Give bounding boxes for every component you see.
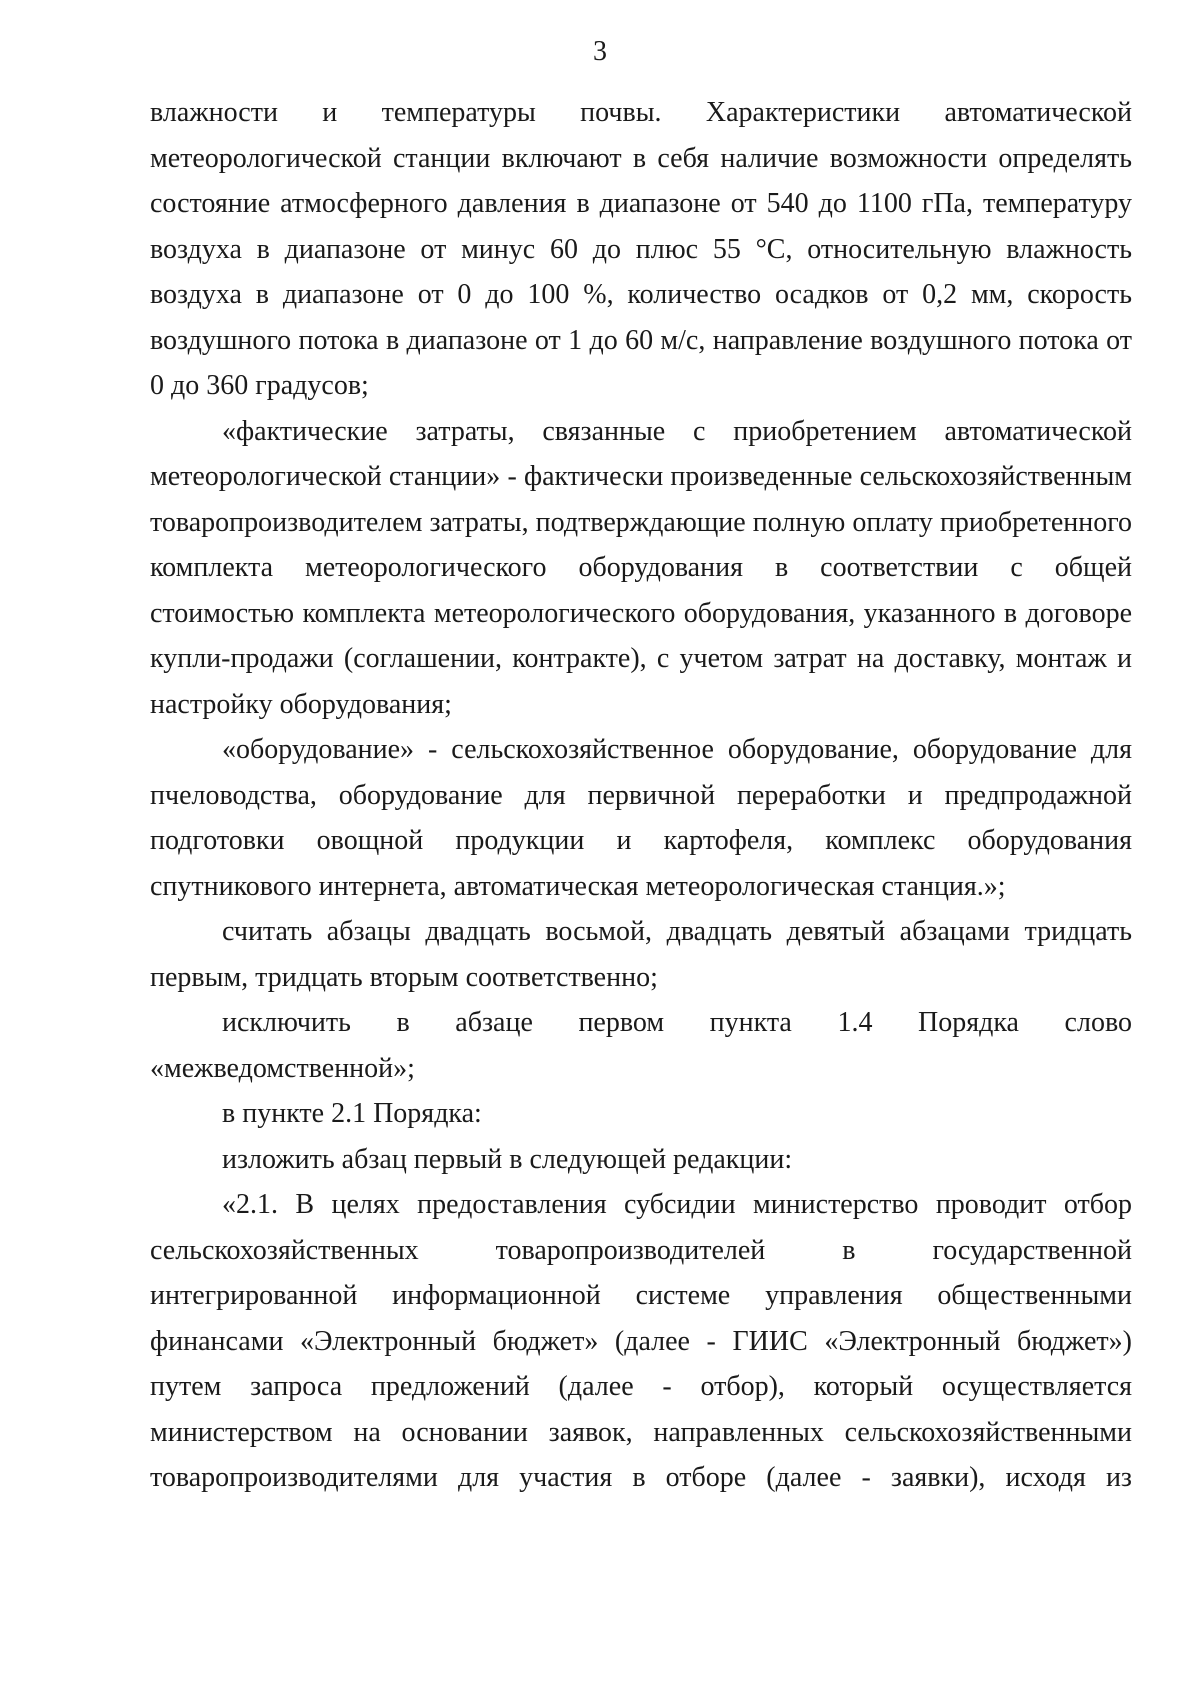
document-body	[150, 90, 1132, 1501]
paragraph-clause-2-1-heading: в пункте 2.1 Порядка:	[222, 1098, 482, 1129]
paragraph-equipment-definition: «оборудование» - сельскохозяйственное оборудование, оборудование для пчеловодства, оборудование для первичной переработки и предпродажной подготовки овощной продукции и картофеля, комплекс оборудования спутникового интернета, автоматическая метеорологическая станция.»;	[150, 734, 1132, 902]
paragraph-actual-costs-definition: «фактические затраты, связанные с приобретением автоматической метеорологической станции» - фактически произведенные сельскохозяйственным товаропроизводителем затраты, подтверждающие полную оплату приобретенного комплекта метеорологического оборудования в соответствии с общей стоимостью комплекта метеорологического оборудования, указанного в договоре купли-продажи (соглашении, контракте), с учетом затрат на доставку, монтаж и настройку оборудования;	[150, 415, 1132, 720]
paragraph-new-wording-intro: изложить абзац первый в следующей редакции:	[222, 1143, 793, 1175]
paragraph-clause-2-1-text: «2.1. В целях предоставления субсидии министерство проводит отбор сельскохозяйственных товаропроизводителей в государственной интегрированной информационной системе управления общественными финансами «Электронный бюджет» (далее - ГИИС «Электронный бюджет») путем запроса предложений (далее - отбор), который осуществляется министерством на основании заявок, направленных сельскохозяйственными товаропроизводителями для участия в отборе (далее - заявки), исходя из	[150, 1189, 1132, 1493]
page-number: 3	[593, 36, 607, 67]
paragraph-renumber-paragraphs: считать абзацы двадцать восьмой, двадцать девятый абзацами тридцать первым, тридцать вторым соответственно;	[150, 916, 1132, 993]
paragraph-station-characteristics: влажности и температуры почвы. Характеристики автоматической метеорологической станции включают в себя наличие возможности определять состояние атмосферного давления в диапазоне от 540 до 1100 гПа, температуру воздуха в диапазоне от минус 60 до плюс 55 °С, относительную влажность воздуха в диапазоне от 0 до 100 %, количество осадков от 0,2 мм, скорость воздушного потока в диапазоне от 1 до 60 м/с, направление воздушного потока от 0 до 360 градусов;	[150, 97, 1132, 401]
paragraph-exclude-word: исключить в абзаце первом пункта 1.4 Порядка слово «межведомственной»;	[150, 1007, 1132, 1084]
